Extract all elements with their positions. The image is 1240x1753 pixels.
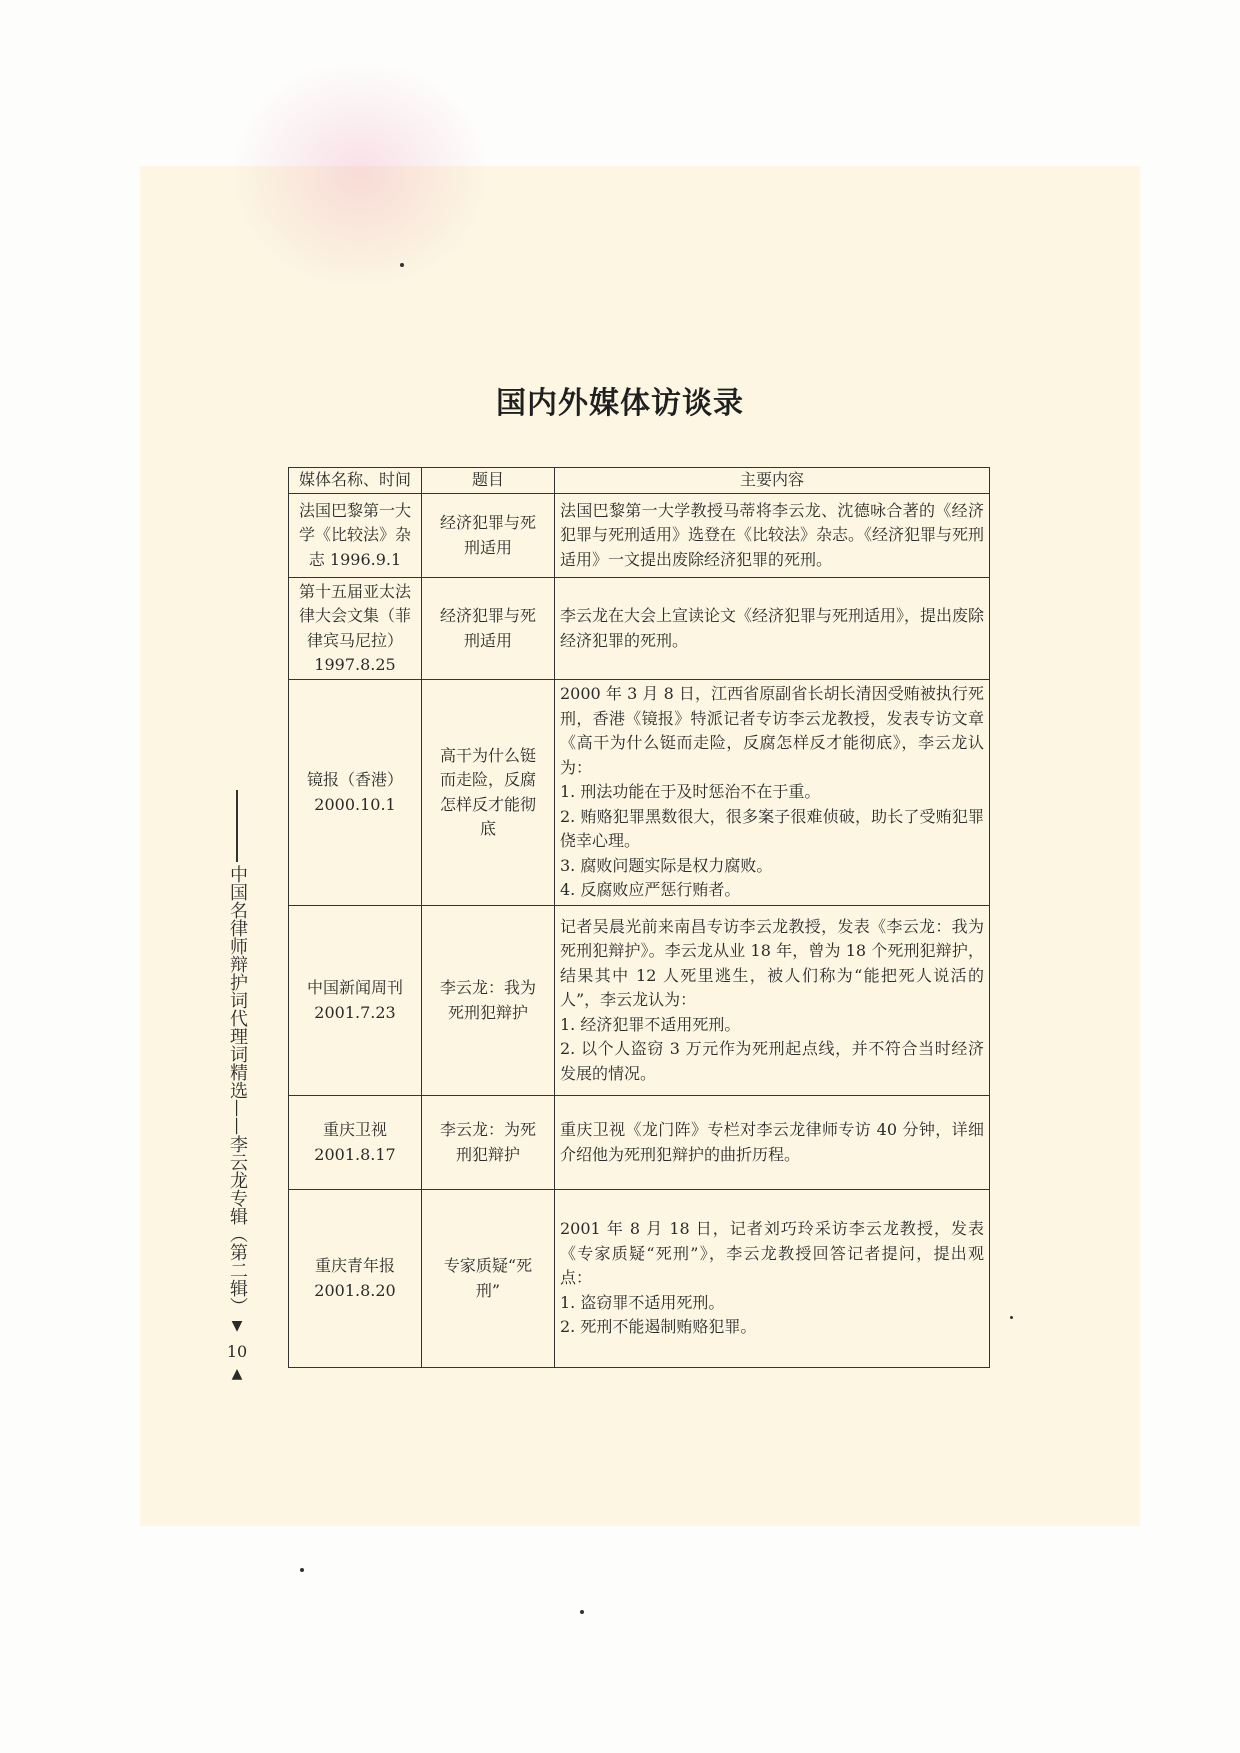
media-cell: 中国新闻周刊 2001.7.23 [289, 906, 422, 1096]
table-header-row [289, 468, 990, 494]
media-interview-table [288, 467, 990, 1368]
scan-speck [400, 263, 404, 267]
content-cell [555, 1096, 990, 1190]
content-point: 2. 死刑不能遏制贿赂犯罪。 [560, 1317, 757, 1337]
header-media: 媒体名称、时间 [289, 468, 422, 494]
content-point: 2. 贿赂犯罪黑数很大，很多案子很难侦破，助长了受贿犯罪侥幸心理。 [560, 806, 984, 851]
content-cell [555, 578, 990, 680]
scan-speck [580, 1610, 584, 1614]
media-cell: 第十五届亚太法律大会文集（菲律宾马尼拉）1997.8.25 [289, 578, 422, 680]
content-point: 1. 经济犯罪不适用死刑。 [560, 1014, 741, 1034]
content-point: 3. 腐败问题实际是权力腐败。 [560, 855, 773, 875]
media-cell: 法国巴黎第一大学《比较法》杂志 1996.9.1 [289, 494, 422, 578]
content-cell [555, 906, 990, 1096]
media-cell: 镜报（香港）2000.10.1 [289, 680, 422, 906]
topic-cell: 高干为什么铤而走险，反腐怎样反才能彻底 [422, 680, 555, 906]
media-cell: 重庆青年报 2001.8.20 [289, 1190, 422, 1368]
content-cell [555, 680, 990, 906]
arrow-down-icon: ▼ [231, 1318, 243, 1334]
table-row [289, 1190, 990, 1368]
content-point: 1. 盗窃罪不适用死刑。 [560, 1292, 725, 1312]
content-paragraph: 重庆卫视《龙门阵》专栏对李云龙律师专访 40 分钟，详细介绍他为死刑犯辩护的曲折历程。 [560, 1120, 984, 1164]
content-paragraph: 2001 年 8 月 18 日，记者刘巧玲采访李云龙教授，发表《专家质疑“死刑”》，李云龙教授回答记者提问，提出观点： [560, 1219, 984, 1288]
page-number: 10 [226, 1342, 248, 1361]
content-paragraph: 李云龙在大会上宣读论文《经济犯罪与死刑适用》，提出废除经济犯罪的死刑。 [560, 606, 985, 650]
content-paragraph: 记者吴晨光前来南昌专访李云龙教授，发表《李云龙：我为死刑犯辩护》。李云龙从业 18 年，曾为 18 个死刑犯辩护，结果其中 12 人死里逃生，被人们称为“能把死人说活的人”，李云龙认为： [560, 916, 984, 1010]
running-title [226, 865, 248, 1315]
header-topic: 题目 [422, 468, 555, 494]
topic-cell: 经济犯罪与死刑适用 [422, 494, 555, 578]
content-cell [555, 494, 990, 578]
table-row [289, 680, 990, 906]
volume-title: 李云龙专辑（第二辑） [227, 1135, 248, 1315]
media-cell: 重庆卫视 2001.8.17 [289, 1096, 422, 1190]
content-point: 2. 以个人盗窃 3 万元作为死刑起点线，并不符合当时经济发展的情况。 [560, 1039, 984, 1083]
table-row [289, 1096, 990, 1190]
content-paragraph: 2000 年 3 月 8 日，江西省原副省长胡长清因受贿被执行死刑，香港《镜报》特派记者专访李云龙教授，发表专访文章《高干为什么铤而走险，反腐怎样反才能彻底》，李云龙认为： [560, 684, 984, 777]
topic-cell: 经济犯罪与死刑适用 [422, 578, 555, 680]
content-point: 1. 刑法功能在于及时惩治不在于重。 [560, 782, 821, 802]
table-row [289, 494, 990, 578]
content-point: 4. 反腐败应严惩行贿者。 [560, 880, 741, 900]
topic-cell: 李云龙：为死刑犯辩护 [422, 1096, 555, 1190]
topic-cell: 李云龙：我为死刑犯辩护 [422, 906, 555, 1096]
paper-stain [230, 60, 490, 290]
arrow-up-icon: ▲ [231, 1366, 243, 1382]
header-content: 主要内容 [555, 468, 990, 494]
content-cell [555, 1190, 990, 1368]
sidebar-rule [236, 790, 238, 862]
page-title: 国内外媒体访谈录 [496, 386, 744, 421]
table-row [289, 578, 990, 680]
scan-speck [1010, 1316, 1013, 1319]
book-title: 中国名律师辩护词代理词精选 [227, 865, 248, 1099]
content-paragraph: 法国巴黎第一大学教授马蒂将李云龙、沈德咏合著的《经济犯罪与死刑适用》选登在《比较法》杂志。《经济犯罪与死刑适用》一文提出废除经济犯罪的死刑。 [560, 500, 985, 569]
topic-cell: 专家质疑“死刑” [422, 1190, 555, 1368]
table-row [289, 906, 990, 1096]
title-dash: —— [227, 1099, 248, 1135]
scan-speck [300, 1568, 304, 1572]
